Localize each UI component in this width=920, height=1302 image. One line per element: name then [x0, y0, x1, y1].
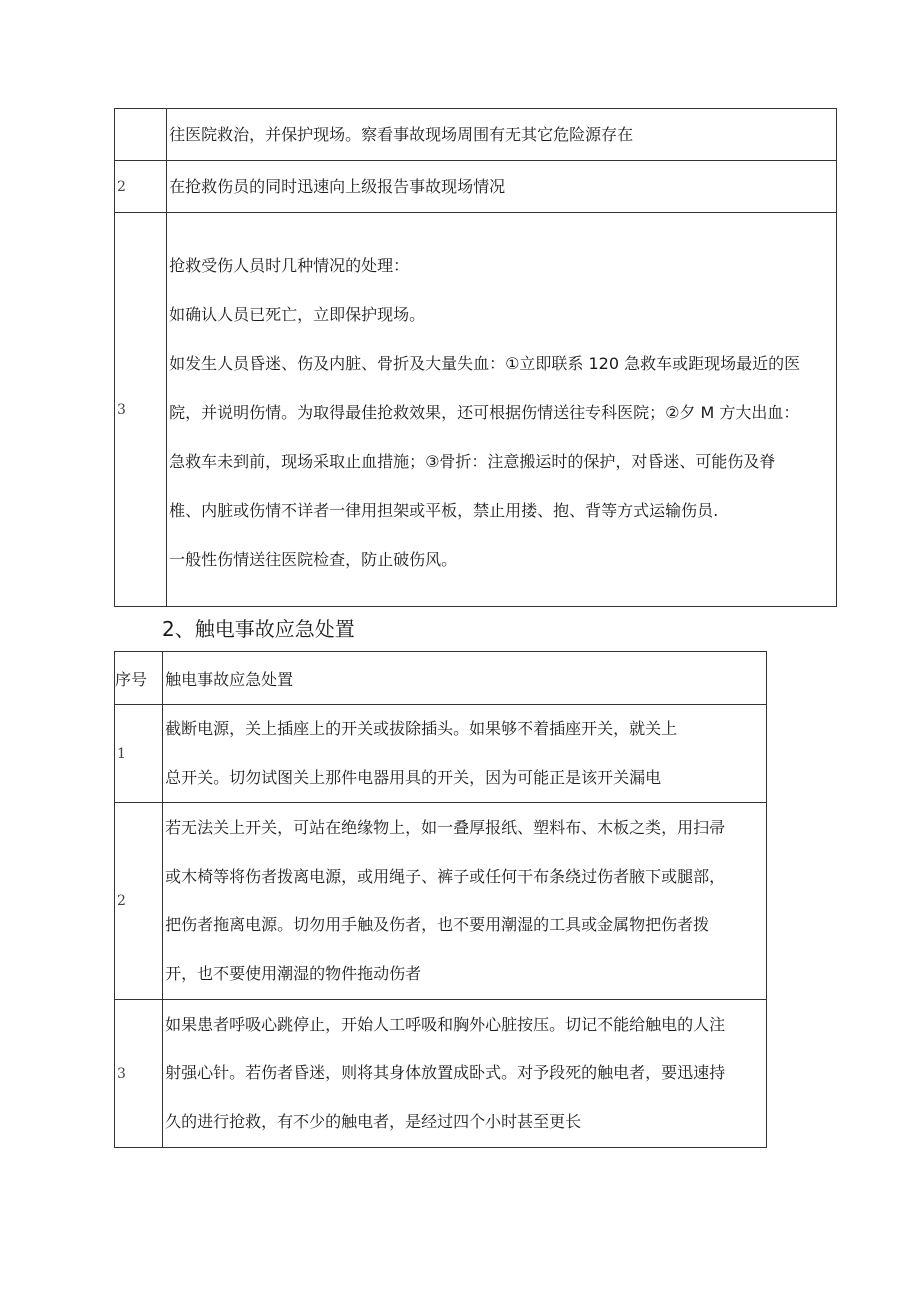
row-content — [163, 705, 767, 803]
text-line: 一般性伤情送往医院检查，防止破伤风。 — [169, 550, 458, 569]
table-row — [115, 803, 767, 1000]
row-content — [167, 161, 837, 213]
text-line: 开，也不要使用潮湿的物件拖动伤者 — [165, 963, 422, 983]
table-row — [115, 109, 837, 161]
row-number: 3 — [115, 1000, 163, 1148]
header-num-label: 序号 — [115, 652, 163, 705]
text-line: 总开关。切勿试图关上那件电器用具的开关，因为可能正是该开关漏电 — [165, 767, 662, 787]
text-line: 在抢救伤员的同时迅速向上级报告事故现场情况 — [169, 177, 506, 196]
first-aid-table — [114, 108, 837, 607]
text-line: 椎、内脏或伤情不详者一律用担架或平板，禁止用搂、抱、背等方式运输伤员. — [169, 501, 719, 520]
electric-shock-table — [114, 651, 767, 1148]
text-line: 如发生人员昏迷、伤及内脏、骨折及大量失血：①立即联系 120 急救车或距现场最近的医 — [169, 354, 801, 373]
table-header-row — [115, 652, 767, 705]
text-line: 把伤者拖离电源。切勿用手触及伤者，也不要用潮湿的工具或金属物把伤者拨 — [165, 915, 710, 934]
section-heading: 2、触电事故应急处置 — [162, 617, 355, 641]
row-content — [167, 213, 837, 607]
text-line: 或木椅等将伤者拨离电源，或用绳子、裤子或任何干布条绕过伤者腋下或腿部， — [165, 866, 726, 886]
row-number: 1 — [115, 705, 163, 803]
row-number: 2 — [115, 161, 167, 213]
table-row — [115, 1000, 767, 1148]
table-row — [115, 705, 767, 803]
header-title-label: 触电事故应急处置 — [163, 652, 767, 705]
text-line: 射强心针。若伤者昏迷，则将其身体放置成卧式。对予段死的触电者，要迅速持 — [165, 1063, 726, 1083]
row-number: 3 — [115, 213, 167, 607]
table-row — [115, 213, 837, 607]
row-content — [167, 109, 837, 161]
row-content — [163, 1000, 767, 1148]
text-line: 如确认人员已死亡，立即保护现场。 — [169, 305, 426, 324]
text-line: 截断电源，关上插座上的开关或拔除插头。如果够不着插座开关，就关上 — [165, 719, 678, 738]
row-content — [163, 803, 767, 1000]
row-number: 2 — [115, 803, 163, 1000]
table-row — [115, 161, 837, 213]
text-line: 院，并说明伤情。为取得最佳抢救效果，还可根据伤情送往专科医院；②夕 M 方大出血： — [169, 403, 800, 422]
text-line: 抢救受伤人员时几种情况的处理： — [169, 256, 410, 275]
row-number — [115, 109, 167, 161]
text-line: 往医院救治，并保护现场。察看事故现场周围有无其它危险源存在 — [169, 125, 634, 144]
text-line: 如果患者呼吸心跳停止，开始人工呼吸和胸外心脏按压。切记不能给触电的人注 — [165, 1014, 726, 1034]
text-line: 久的进行抢救，有不少的触电者，是经过四个小时甚至更长 — [165, 1111, 582, 1131]
text-line: 若无法关上开关，可站在绝缘物上，如一叠厚报纸、塑料布、木板之类，用扫帚 — [165, 818, 726, 837]
text-line: 急救车未到前，现场采取止血措施；③骨折：注意搬运时的保护，对昏迷、可能伤及脊 — [169, 452, 776, 471]
